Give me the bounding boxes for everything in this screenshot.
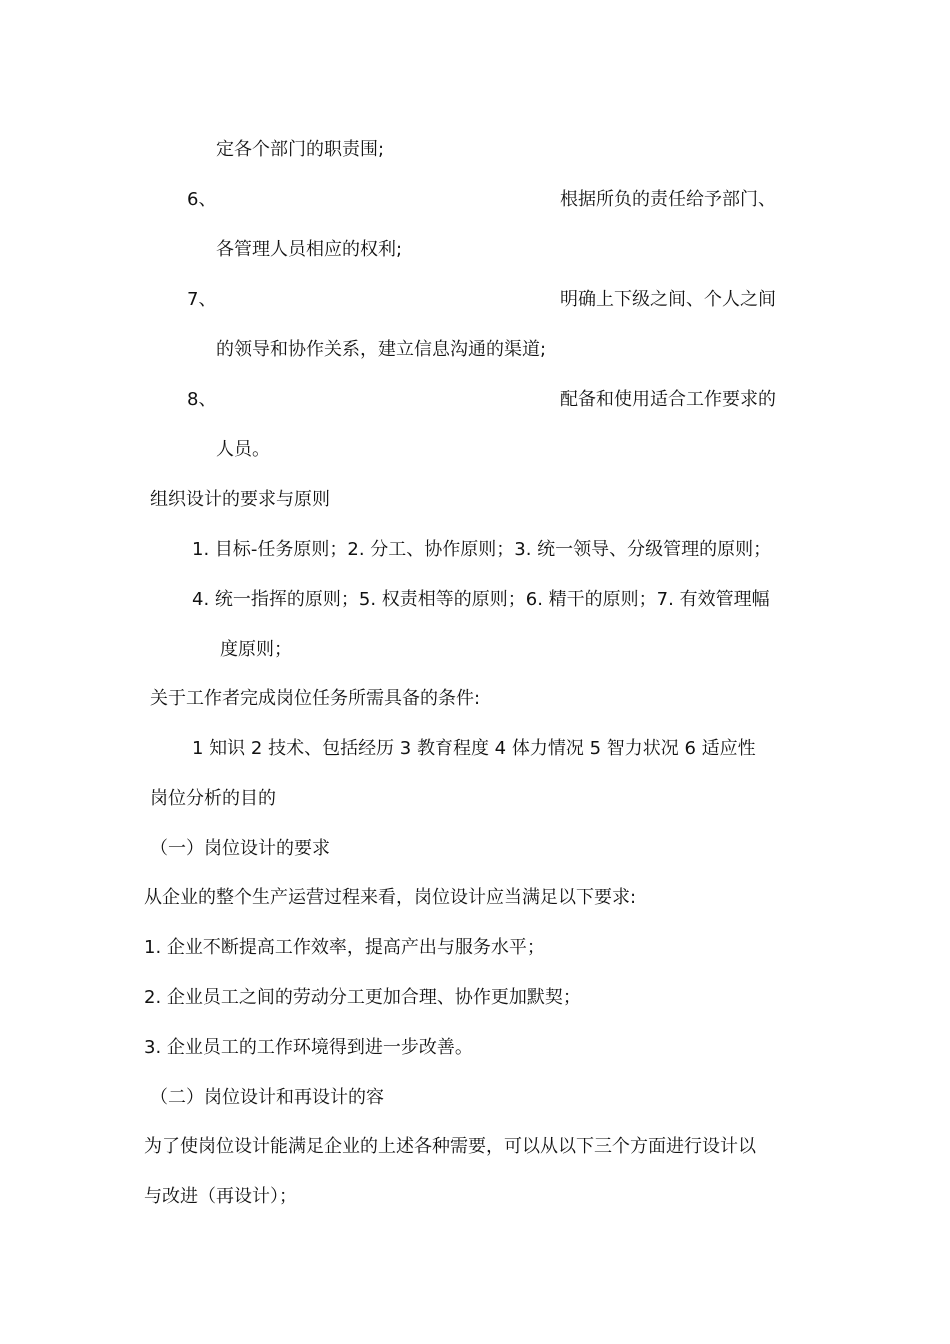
list-item-5-continuation: 定各个部门的职责围; bbox=[216, 139, 385, 160]
list-item-6-number: 6、 bbox=[187, 189, 217, 210]
section-1-title: （一）岗位设计的要求 bbox=[150, 838, 330, 859]
requirement-1: 1. 企业不断提高工作效率，提高产出与服务水平； bbox=[144, 937, 545, 958]
list-item-7-text: 明确上下级之间、个人之间 bbox=[560, 289, 776, 310]
section-2-line-2: 与改进（再设计）； bbox=[144, 1186, 297, 1207]
list-item-8-continuation: 人员。 bbox=[216, 439, 270, 460]
org-design-heading: 组织设计的要求与原则 bbox=[150, 489, 330, 510]
list-item-6-continuation: 各管理人员相应的权利; bbox=[216, 239, 403, 260]
conditions-items: 1 知识 2 技术、包括经历 3 教育程度 4 体力情况 5 智力状况 6 适应性 bbox=[192, 738, 756, 759]
principles-line-1: 1. 目标-任务原则；2. 分工、协作原则；3. 统一领导、分级管理的原则； bbox=[192, 539, 772, 560]
section-1-intro: 从企业的整个生产运营过程来看，岗位设计应当满足以下要求: bbox=[144, 887, 637, 908]
list-item-6-text: 根据所负的责任给予部门、 bbox=[560, 189, 776, 210]
principles-line-2: 4. 统一指挥的原则；5. 权责相等的原则；6. 精干的原则；7. 有效管理幅 bbox=[192, 589, 770, 610]
job-analysis-heading: 岗位分析的目的 bbox=[150, 788, 276, 809]
requirement-2: 2. 企业员工之间的劳动分工更加合理、协作更加默契； bbox=[144, 987, 581, 1008]
section-2-title: （二）岗位设计和再设计的容 bbox=[150, 1087, 384, 1108]
list-item-7-continuation: 的领导和协作关系，建立信息沟通的渠道; bbox=[216, 339, 547, 360]
list-item-8-text: 配备和使用适合工作要求的 bbox=[560, 389, 776, 410]
conditions-heading: 关于工作者完成岗位任务所需具备的条件: bbox=[150, 688, 481, 709]
list-item-7-number: 7、 bbox=[187, 289, 217, 310]
list-item-8-number: 8、 bbox=[187, 389, 217, 410]
requirement-3: 3. 企业员工的工作环境得到进一步改善。 bbox=[144, 1037, 473, 1058]
principles-line-3: 度原则； bbox=[220, 639, 292, 660]
section-2-line-1: 为了使岗位设计能满足企业的上述各种需要，可以从以下三个方面进行设计以 bbox=[144, 1136, 756, 1157]
